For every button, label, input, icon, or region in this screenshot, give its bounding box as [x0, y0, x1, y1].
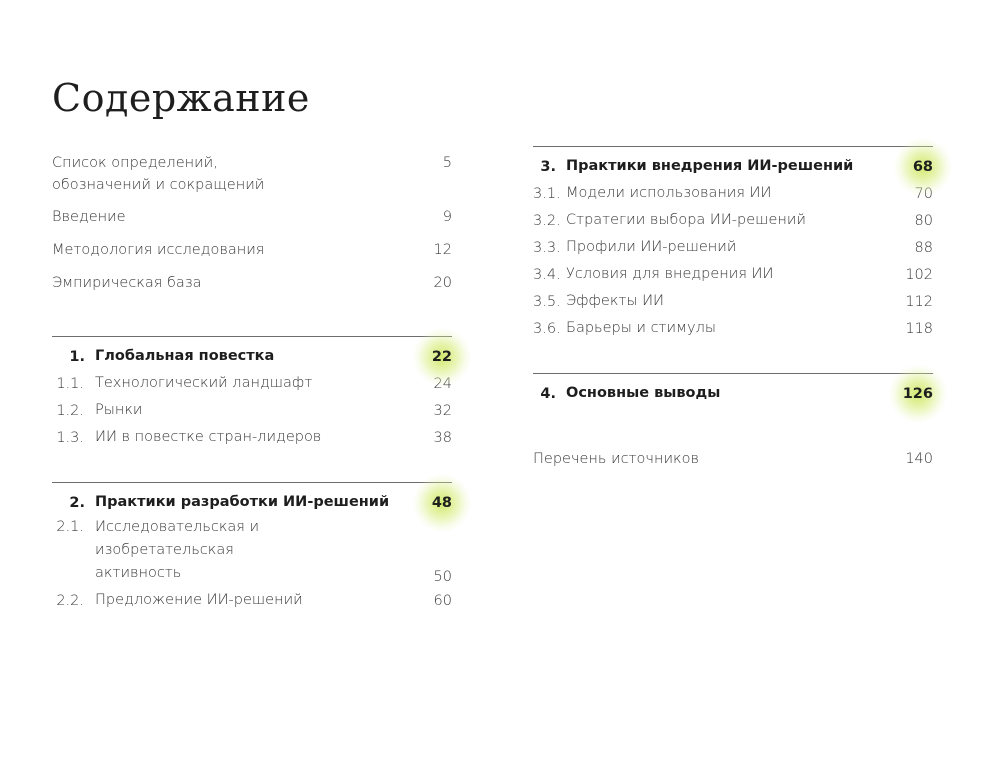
highlight-dot: 126: [902, 385, 933, 402]
section-page-number: [402, 495, 452, 511]
subsection-title: Эффекты ИИ: [566, 293, 664, 309]
highlight-dot: 68: [912, 158, 933, 175]
toc-entry-empirical-base[interactable]: [52, 272, 452, 295]
subsection-title: Профили ИИ-решений: [566, 239, 737, 255]
toc-page-number: 118: [905, 320, 933, 337]
subsection-title: Технологический ландшафт: [95, 375, 313, 391]
subsection-number: 3.2.: [533, 212, 561, 229]
toc-section-heading[interactable]: [533, 147, 933, 180]
section-title: Практики разработки ИИ-решений: [95, 494, 390, 510]
toc-subsection[interactable]: [533, 180, 933, 207]
subsection-number: 3.1.: [533, 185, 561, 202]
subsection-number: 3.4.: [533, 266, 561, 283]
toc-section-heading[interactable]: [52, 483, 452, 516]
subsection-number: 3.6.: [533, 320, 561, 337]
toc-page-number: 88: [914, 239, 933, 256]
toc-page-number: 102: [905, 266, 933, 283]
toc-entry-introduction[interactable]: [52, 206, 452, 229]
section-title: Основные выводы: [566, 385, 721, 401]
toc-subsection[interactable]: [52, 587, 452, 614]
section-number: 1.: [69, 348, 85, 365]
subsection-title: Исследовательская и изобретательская активность: [95, 519, 260, 581]
section-title: Глобальная повестка: [95, 348, 275, 364]
toc-page-number: 80: [914, 212, 933, 229]
subsection-title: Условия для внедрения ИИ: [566, 266, 774, 282]
toc-page-number: 60: [433, 592, 452, 609]
subsection-number: 1.1.: [56, 375, 84, 392]
toc-entry-sources[interactable]: [533, 448, 933, 471]
section-page-number: [402, 349, 452, 365]
toc-entry-label: Введение: [52, 209, 126, 225]
section-number: 4.: [540, 385, 556, 402]
toc-section-heading[interactable]: [533, 374, 933, 407]
page-title: Содержание: [52, 76, 310, 120]
section-page-number: [883, 386, 933, 402]
toc-section-3: [533, 146, 933, 342]
toc-section-1: [52, 336, 452, 451]
toc-entry-label: Методология исследования: [52, 242, 265, 258]
toc-right-column: [533, 146, 933, 471]
subsection-number: 2.1.: [56, 519, 84, 535]
toc-left-column: [52, 152, 452, 614]
toc-page-number: 20: [433, 275, 452, 291]
toc-page-number: 50: [433, 569, 452, 585]
subsection-title: Рынки: [95, 402, 143, 418]
subsection-title: Модели использования ИИ: [566, 185, 772, 201]
subsection-number: 2.2.: [56, 592, 84, 609]
subsection-title: Стратегии выбора ИИ-решений: [566, 212, 806, 228]
toc-page-number: 24: [433, 375, 452, 392]
subsection-number: 3.3.: [533, 239, 561, 256]
toc-page-number: 5: [442, 155, 452, 171]
toc-page-number: 32: [433, 402, 452, 419]
section-number: 3.: [540, 158, 556, 175]
toc-page-number: 70: [914, 185, 933, 202]
toc-entry-label: Эмпирическая база: [52, 275, 202, 291]
subsection-title: Барьеры и стимулы: [566, 320, 716, 336]
toc-subsection[interactable]: [52, 370, 452, 397]
section-number: 2.: [69, 494, 85, 511]
highlight-dot: 48: [431, 494, 452, 511]
toc-page-number: 12: [433, 242, 452, 258]
toc-subsection[interactable]: [533, 288, 933, 315]
toc-entry-label: Перечень источников: [533, 451, 699, 467]
toc-section-heading[interactable]: [52, 337, 452, 370]
subsection-number: 3.5.: [533, 293, 561, 310]
subsection-number: 1.3.: [56, 429, 84, 446]
toc-subsection[interactable]: [52, 397, 452, 424]
toc-entry-definitions[interactable]: [52, 152, 452, 196]
toc-page-number: 38: [433, 429, 452, 446]
toc-subsection[interactable]: [52, 516, 452, 587]
highlight-dot: 22: [431, 348, 452, 365]
toc-subsection[interactable]: [533, 261, 933, 288]
toc-page-number: 9: [442, 209, 452, 225]
subsection-title: ИИ в повестке стран-лидеров: [95, 429, 322, 445]
subsection-title: Предложение ИИ-решений: [95, 592, 303, 608]
section-title: Практики внедрения ИИ-решений: [566, 158, 854, 174]
toc-page-number: 112: [905, 293, 933, 310]
toc-entry-methodology[interactable]: [52, 239, 452, 262]
section-page-number: [883, 159, 933, 175]
subsection-number: 1.2.: [56, 402, 84, 419]
toc-entry-label: Список определений, обозначений и сокращений: [52, 155, 265, 193]
toc-section-2: [52, 482, 452, 614]
toc-subsection[interactable]: [533, 207, 933, 234]
toc-subsection[interactable]: [52, 424, 452, 451]
toc-page-number: 140: [905, 451, 933, 467]
toc-section-4: [533, 373, 933, 407]
toc-subsection[interactable]: [533, 315, 933, 342]
toc-subsection[interactable]: [533, 234, 933, 261]
